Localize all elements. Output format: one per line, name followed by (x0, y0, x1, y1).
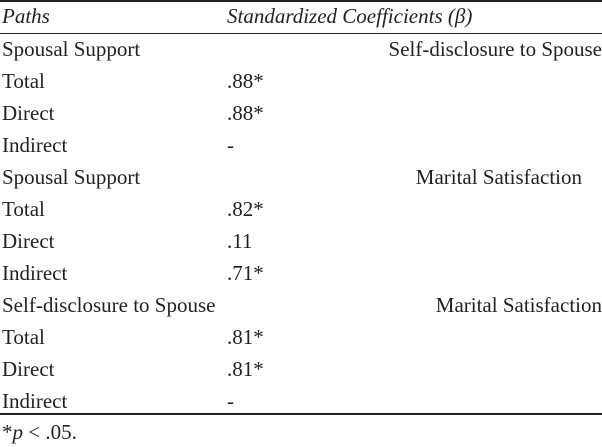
table-row (0, 225, 602, 257)
group-header-row (0, 33, 602, 65)
group-header-row (0, 161, 602, 193)
footnote-text: < .05. (23, 420, 77, 444)
header-coefficients: Standardized Coefficients (β) (227, 4, 473, 28)
coefficient-value: .11 (227, 229, 253, 253)
path-type: Direct (2, 229, 55, 253)
table-row (0, 129, 602, 161)
path-type: Total (2, 69, 45, 93)
table-bottom-rule (0, 413, 602, 415)
table-row (0, 193, 602, 225)
path-from: Spousal Support (2, 165, 141, 189)
group-header-row (0, 289, 602, 321)
path-to: Marital Satisfaction (435, 293, 602, 317)
coefficient-value: .82* (227, 197, 264, 221)
path-from: Self-disclosure to Spouse (2, 293, 216, 317)
footnote-star: * (2, 420, 13, 444)
path-type: Direct (2, 357, 55, 381)
coefficient-value: - (227, 133, 234, 157)
table-row (0, 97, 602, 129)
coefficient-value: - (227, 389, 234, 413)
coefficient-value: .71* (227, 261, 264, 285)
path-type: Total (2, 197, 45, 221)
path-from: Spousal Support (2, 37, 141, 61)
footnote-p: p (12, 420, 23, 444)
coefficient-value: .88* (227, 101, 264, 125)
path-type: Total (2, 325, 45, 349)
coefficient-value: .88* (227, 69, 264, 93)
table-row (0, 321, 602, 353)
path-type: Indirect (2, 133, 68, 157)
path-type: Indirect (2, 389, 68, 413)
table-footnote (2, 420, 77, 444)
coefficient-value: .81* (227, 325, 264, 349)
coefficient-value: .81* (227, 357, 264, 381)
table-row (0, 257, 602, 289)
path-type: Direct (2, 101, 55, 125)
path-to: Self-disclosure to Spouse (388, 37, 602, 61)
path-type: Indirect (2, 261, 68, 285)
table-row (0, 353, 602, 385)
header-paths: Paths (2, 4, 50, 28)
table-top-rule (0, 0, 602, 2)
table-row (0, 65, 602, 97)
path-to: Marital Satisfaction (415, 165, 582, 189)
